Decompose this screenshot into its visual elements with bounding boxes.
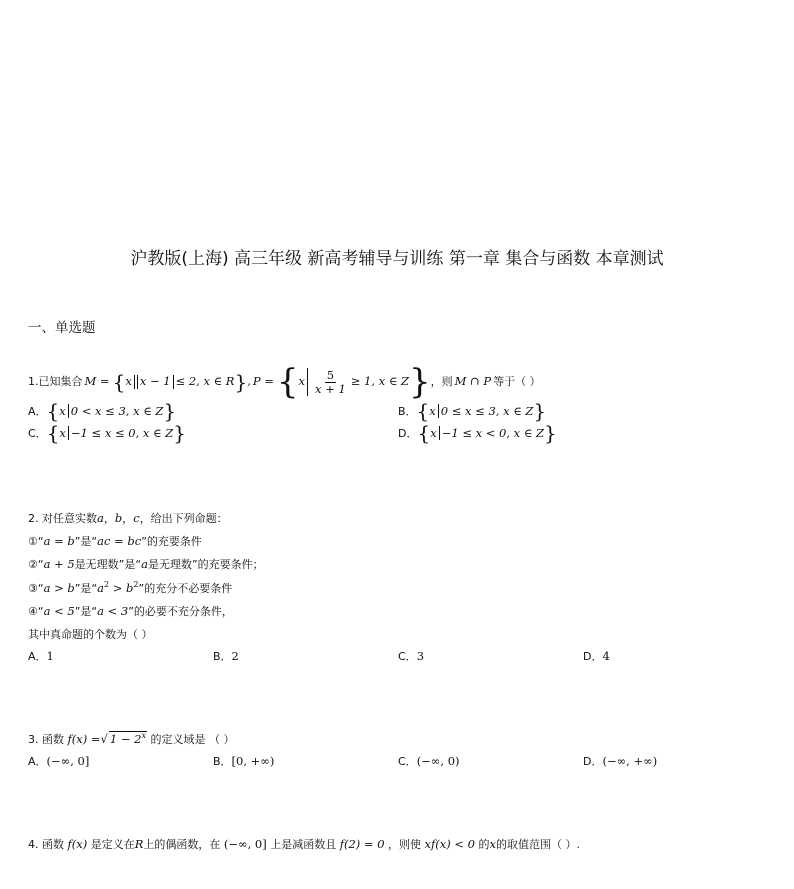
fraction-numerator: 5 bbox=[326, 367, 335, 382]
left-brace: { bbox=[112, 370, 126, 394]
option-a[interactable] bbox=[28, 755, 213, 769]
math-interval: (−∞, 0] bbox=[223, 837, 267, 851]
math-var: a bbox=[97, 511, 104, 525]
question-4 bbox=[28, 838, 768, 852]
separator: , bbox=[247, 374, 251, 389]
math-cond: ≤ 2, x ∈ R bbox=[175, 374, 235, 389]
option-c[interactable] bbox=[398, 650, 583, 664]
set-divider bbox=[68, 426, 69, 440]
statement-text: ”的充分不必要条件 bbox=[138, 582, 233, 596]
stem-text: 函数 bbox=[42, 838, 64, 851]
option-c[interactable] bbox=[398, 755, 583, 769]
statement-1 bbox=[28, 535, 768, 549]
exponent: 2 bbox=[104, 580, 110, 590]
question-number: 1. bbox=[28, 375, 39, 389]
stem-text: 上是减函数且 bbox=[270, 838, 337, 851]
option-d[interactable] bbox=[583, 650, 768, 664]
options-row-2 bbox=[28, 423, 768, 443]
right-brace-large: } bbox=[408, 362, 431, 402]
section-heading: 一、单选题 bbox=[28, 320, 96, 336]
math-var: x bbox=[429, 404, 436, 418]
fraction-denominator: x + 1 bbox=[315, 381, 346, 396]
set-divider bbox=[68, 404, 69, 418]
math-var: b bbox=[114, 511, 123, 525]
statement-marker: ④“ bbox=[28, 605, 44, 619]
sqrt-sign: √ bbox=[100, 731, 108, 746]
math-var: x bbox=[489, 837, 496, 851]
option-b[interactable] bbox=[213, 650, 398, 664]
stem-text: 的取值范围（ ）. bbox=[496, 838, 580, 851]
math-expr: a + 5 bbox=[43, 556, 75, 571]
stem-text: ，则使 bbox=[388, 838, 422, 851]
math-expr bbox=[97, 581, 138, 595]
fraction bbox=[313, 369, 348, 395]
statement-text: ”是“ bbox=[74, 582, 98, 596]
statement-text: 是无理数”是“ bbox=[74, 557, 142, 571]
question-2-stem bbox=[28, 512, 768, 526]
option-d[interactable] bbox=[583, 755, 768, 769]
math-expr: 1 − 2 bbox=[109, 731, 142, 746]
option-value: (−∞, +∞) bbox=[602, 753, 658, 768]
question-number: 2. bbox=[28, 512, 42, 525]
statement-text: ”是“ bbox=[74, 534, 98, 548]
question-1-stem bbox=[28, 362, 768, 402]
page-title: 沪教版(上海) 高三年级 新高考辅导与训练 第一章 集合与函数 本章测试 bbox=[130, 249, 664, 269]
stem-text: 的 bbox=[478, 838, 490, 851]
stem-text: 函数 bbox=[42, 732, 64, 746]
right-brace: } bbox=[234, 370, 248, 394]
stem-text: 等于（ ） bbox=[493, 375, 541, 389]
option-value: 2 bbox=[231, 649, 239, 663]
question-2 bbox=[28, 512, 768, 664]
question-number: 3. bbox=[28, 732, 42, 746]
abs-bar-right bbox=[173, 375, 174, 389]
question-3 bbox=[28, 731, 768, 768]
right-brace: } bbox=[543, 421, 557, 445]
set-divider bbox=[134, 375, 135, 389]
statement-3 bbox=[28, 580, 768, 596]
stem-text: 已知集合 bbox=[38, 375, 83, 389]
option-label: D． bbox=[398, 427, 418, 440]
option-value: (−∞, 0) bbox=[416, 753, 460, 768]
math-cond: ≥ 1, x ∈ Z bbox=[350, 374, 409, 389]
option-label: C． bbox=[28, 427, 47, 440]
left-brace: { bbox=[417, 421, 431, 445]
math-expr: ac = bc bbox=[97, 533, 142, 548]
set-divider bbox=[438, 404, 439, 418]
math-var: x bbox=[298, 374, 306, 389]
stem-text: ，则 bbox=[430, 375, 453, 389]
option-b[interactable] bbox=[398, 401, 768, 421]
set-divider bbox=[439, 426, 440, 440]
question-2-closing: 其中真命题的个数为（ ） bbox=[28, 627, 153, 641]
stem-text: 是定义在 bbox=[90, 838, 135, 851]
option-c[interactable] bbox=[28, 423, 398, 443]
math-var: a bbox=[97, 581, 104, 596]
statement-text: ”是“ bbox=[74, 605, 98, 619]
option-value: 0 ≤ x ≤ 3, x ∈ Z bbox=[440, 404, 534, 418]
math-function: f(x) = bbox=[67, 731, 101, 746]
option-a[interactable] bbox=[28, 650, 213, 664]
options-row bbox=[28, 650, 768, 664]
math-expr: f(2) = 0 bbox=[339, 837, 385, 851]
option-value: 1 bbox=[46, 649, 54, 663]
option-value: 4 bbox=[602, 649, 610, 663]
math-intersection: M ∩ P bbox=[454, 374, 492, 389]
math-set-p-lhs: P = bbox=[252, 374, 274, 389]
stem-text: 对任意实数 bbox=[42, 512, 97, 525]
math-set-m-lhs: M = bbox=[84, 374, 110, 389]
option-label: B． bbox=[398, 405, 417, 418]
option-a[interactable] bbox=[28, 401, 398, 421]
math-expr: a = b bbox=[43, 533, 75, 548]
statement-text: ”的充要条件 bbox=[141, 534, 202, 548]
left-brace-large: { bbox=[276, 362, 299, 402]
math-var: c bbox=[133, 511, 140, 525]
option-value: 3 bbox=[416, 649, 425, 663]
option-label: D． bbox=[583, 754, 603, 768]
question-3-stem bbox=[28, 731, 768, 747]
math-expr: xf(x) < 0 bbox=[424, 837, 475, 851]
question-1 bbox=[28, 362, 768, 445]
option-d[interactable] bbox=[398, 423, 768, 443]
option-b[interactable] bbox=[213, 755, 398, 769]
option-label: B． bbox=[213, 650, 232, 663]
math-var: > b bbox=[112, 581, 134, 596]
math-var: x bbox=[125, 374, 132, 389]
radicand bbox=[109, 731, 147, 745]
option-label: A． bbox=[28, 754, 47, 768]
statement-text: ”的必要不充分条件， bbox=[128, 605, 233, 619]
option-label: A． bbox=[28, 650, 47, 663]
math-var: x bbox=[430, 426, 437, 440]
option-value: [0, +∞) bbox=[231, 753, 275, 768]
math-var: x bbox=[59, 404, 66, 418]
options-row-1 bbox=[28, 401, 768, 421]
math-expr: a < 3 bbox=[97, 604, 129, 619]
option-label: B． bbox=[213, 754, 232, 768]
statement-marker: ①“ bbox=[28, 534, 44, 548]
math-expr: a bbox=[141, 556, 148, 571]
math-expr: a < 5 bbox=[43, 604, 75, 619]
statement-text: 是无理数”的充要条件； bbox=[147, 557, 264, 571]
math-var: x bbox=[59, 426, 66, 440]
option-label: C． bbox=[398, 754, 417, 768]
set-divider-large bbox=[307, 368, 308, 396]
right-brace: } bbox=[533, 399, 547, 423]
math-function: f(x) bbox=[67, 837, 88, 851]
statement-4 bbox=[28, 605, 768, 619]
stem-text: 上的偶函数，在 bbox=[143, 838, 221, 851]
question-number: 4. bbox=[28, 838, 42, 851]
math-var: R bbox=[134, 837, 144, 851]
exponent: x bbox=[141, 731, 146, 740]
stem-text: ，给出下列命题： bbox=[139, 512, 228, 525]
option-value: 0 < x ≤ 3, x ∈ Z bbox=[70, 404, 164, 418]
left-brace: { bbox=[46, 399, 60, 423]
option-label: C． bbox=[398, 650, 417, 663]
exponent: 2 bbox=[133, 580, 139, 590]
options-row bbox=[28, 755, 768, 769]
option-label: A． bbox=[28, 405, 47, 418]
right-brace: } bbox=[163, 399, 177, 423]
option-label: D． bbox=[583, 650, 603, 663]
math-expr: a > b bbox=[43, 581, 75, 596]
left-brace: { bbox=[416, 399, 430, 423]
left-brace: { bbox=[46, 421, 60, 445]
math-abs-inner: x − 1 bbox=[139, 374, 171, 389]
abs-bar-left bbox=[137, 375, 138, 389]
statement-marker: ②“ bbox=[28, 557, 44, 571]
right-brace: } bbox=[173, 421, 186, 445]
statement-2 bbox=[28, 558, 768, 572]
option-value: −1 ≤ x < 0, x ∈ Z bbox=[441, 426, 544, 440]
separator: ， bbox=[122, 512, 134, 525]
question-4-stem bbox=[28, 838, 768, 852]
statement-marker: ③“ bbox=[28, 582, 44, 596]
option-value: (−∞, 0] bbox=[46, 753, 90, 768]
stem-text: 的定义域是 （ ） bbox=[150, 732, 235, 746]
option-value: −1 ≤ x ≤ 0, x ∈ Z bbox=[70, 426, 174, 440]
separator: ， bbox=[103, 512, 115, 525]
